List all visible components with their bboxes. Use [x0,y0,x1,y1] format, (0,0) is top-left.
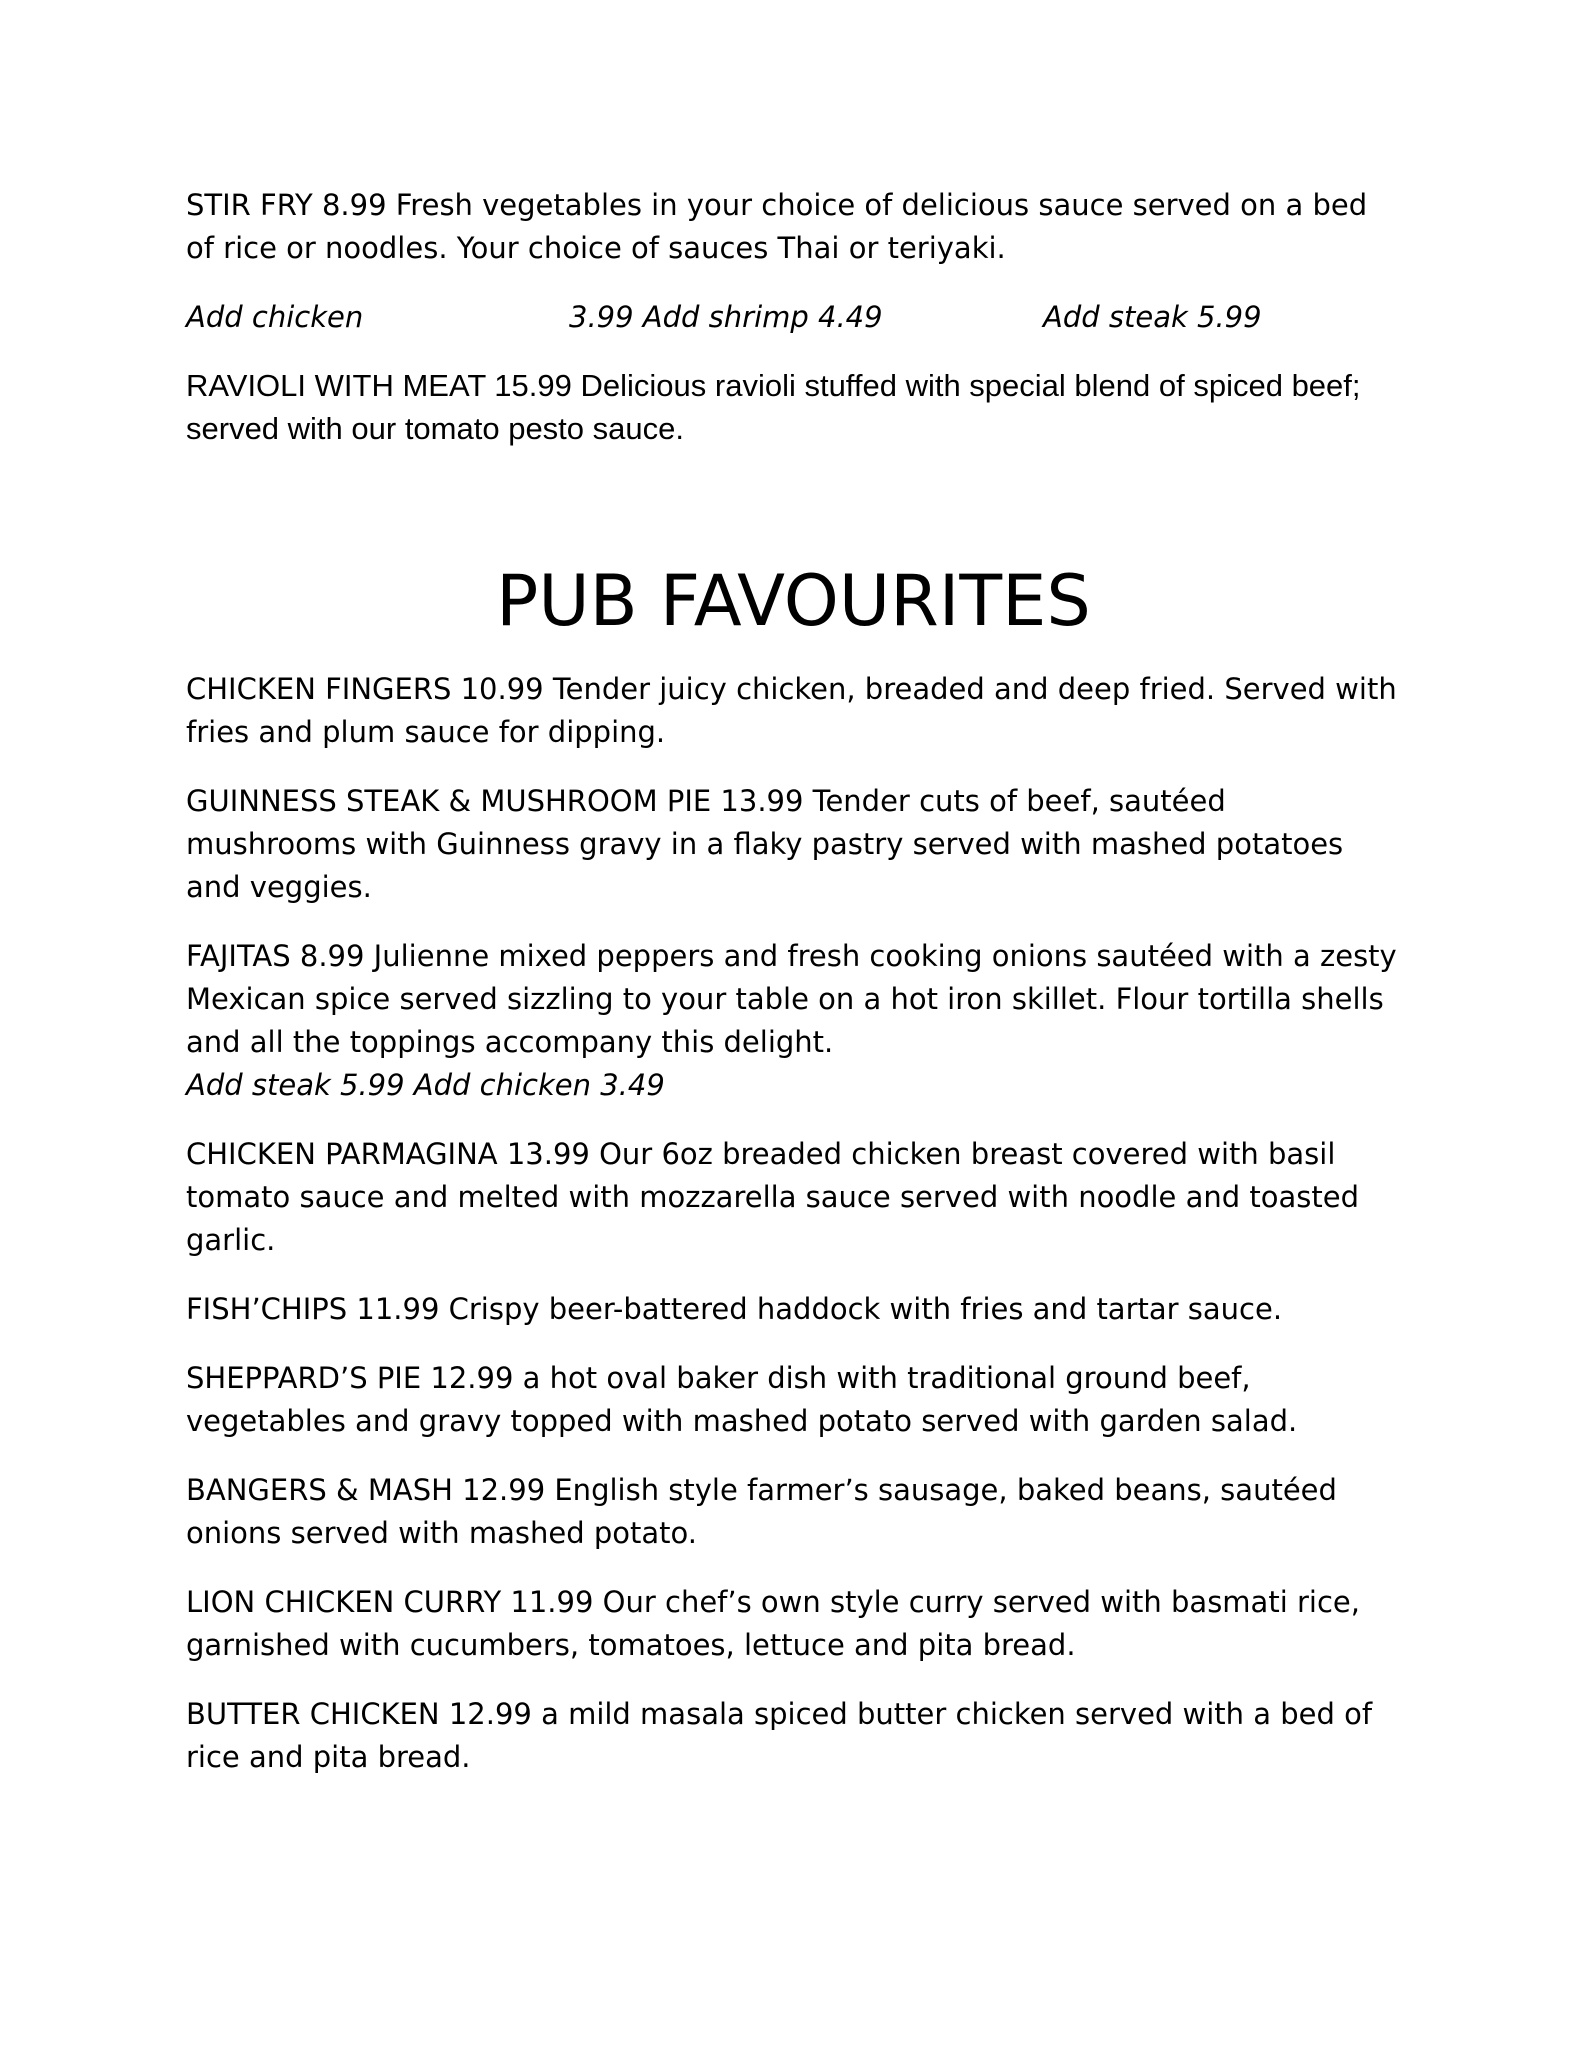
menu-item-sheppards-pie: SHEPPARD’S PIE 12.99 a hot oval baker dish with traditional ground beef, vegetables and gravy topped with mashed potato served with garden salad. [186,1361,1298,1438]
addon-steak: Add steak 5.99 [1043,300,1262,334]
stir-fry-addons [186,296,1401,339]
menu-item-stir-fry: STIR FRY 8.99 Fresh vegetables in your choice of delicious sauce served on a bed of rice or noodles. Your choice of sauces Thai or teriyaki. [186,188,1368,265]
menu-item-chicken-parmagina: CHICKEN PARMAGINA 13.99 Our 6oz breaded chicken breast covered with basil tomato sauce and melted with mozzarella sauce served with noodle and toasted garlic. [186,1137,1359,1257]
menu-page [186,184,1401,1805]
menu-item-ravioli: RAVIOLI WITH MEAT 15.99 Delicious ravioli stuffed with special blend of spiced beef; served with our tomato pesto sauce. [186,368,1361,446]
addon-chicken: Add chicken [186,300,364,334]
menu-item-fajitas: FAJITAS 8.99 Julienne mixed peppers and fresh cooking onions sautéed with a zesty Mexican spice served sizzling to your table on a hot iron skillet. Flour tortilla shells and all the toppings accompany this delight. [186,939,1397,1059]
menu-item-chicken-fingers: CHICKEN FINGERS 10.99 Tender juicy chicken, breaded and deep fried. Served with fries and plum sauce for dipping. [186,672,1397,749]
menu-item-lion-chicken-curry: LION CHICKEN CURRY 11.99 Our chef’s own style curry served with basmati rice, garnished with cucumbers, tomatoes, lettuce and pita bread. [186,1585,1360,1662]
section-title: PUB FAVOURITES [496,560,1091,642]
addon-shrimp: 3.99 Add shrimp 4.49 [569,300,883,334]
menu-item-bangers-mash: BANGERS & MASH 12.99 English style farmer’s sausage, baked beans, sautéed onions served with mashed potato. [186,1473,1337,1550]
fajitas-addons: Add steak 5.99 Add chicken 3.49 [186,1068,665,1102]
menu-item-fish-chips: FISH’CHIPS 11.99 Crispy beer-battered haddock with fries and tartar sauce. [186,1292,1283,1326]
menu-item-guinness-pie: GUINNESS STEAK & MUSHROOM PIE 13.99 Tender cuts of beef, sautéed mushrooms with Guinness gravy in a flaky pastry served with mashed potatoes and veggies. [186,784,1344,904]
menu-item-butter-chicken: BUTTER CHICKEN 12.99 a mild masala spiced butter chicken served with a bed of rice and pita bread. [186,1697,1373,1774]
